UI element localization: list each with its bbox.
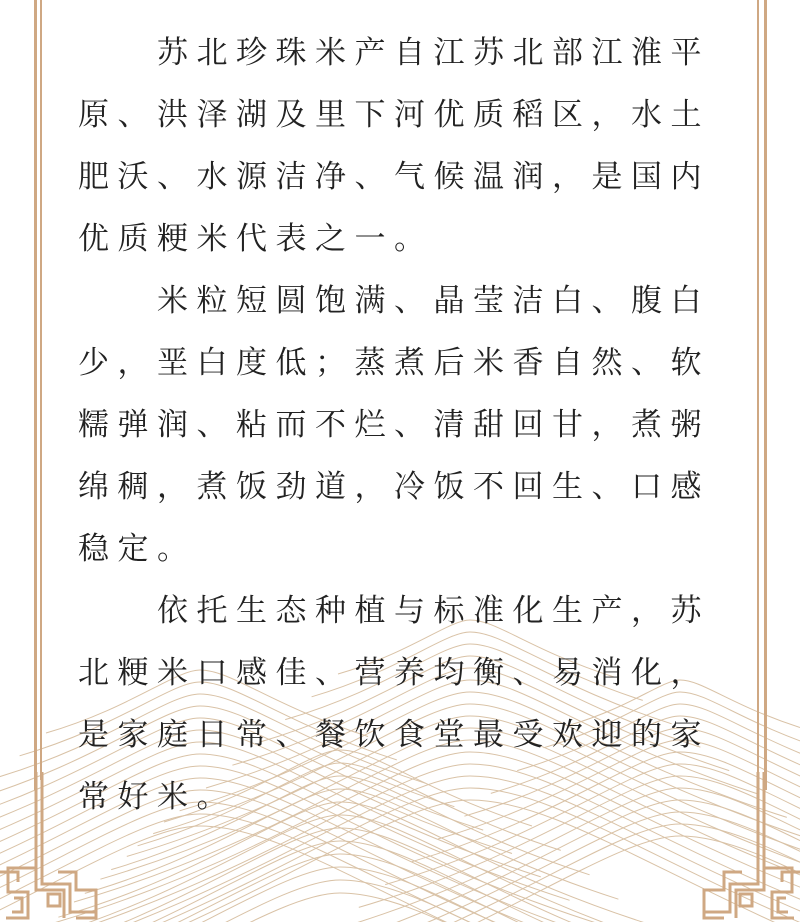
paragraph-quality: 米粒短圆饱满、晶莹洁白、腹白少，垩白度低；蒸煮后米香自然、软糯弹润、粘而不烂、清甜回甘，煮粥绵稠，煮饭劲道，冷饭不回生、口感稳定。 [78,283,710,567]
paragraph-origin: 苏北珍珠米产自江苏北部江淮平原、洪泽湖及里下河优质稻区，水土肥沃、水源洁净、气候温润，是国内优质粳米代表之一。 [78,35,710,257]
wave-line [32,815,676,922]
frame-border-left-inner [40,0,42,780]
frame-border-left-outer [34,0,37,790]
wave-line [0,841,734,922]
wave-line [0,867,791,922]
article-body [78,22,726,828]
paragraph-production: 依托生态种植与标准化生产，苏北粳米口感佳、营养均衡、易消化，是家庭日常、餐饮食堂最受欢迎的家常好米。 [78,593,710,815]
frame-border-right-outer [764,0,767,790]
frame-border-right-inner [757,0,759,780]
wave-line [0,826,742,922]
wave-line [0,854,762,922]
